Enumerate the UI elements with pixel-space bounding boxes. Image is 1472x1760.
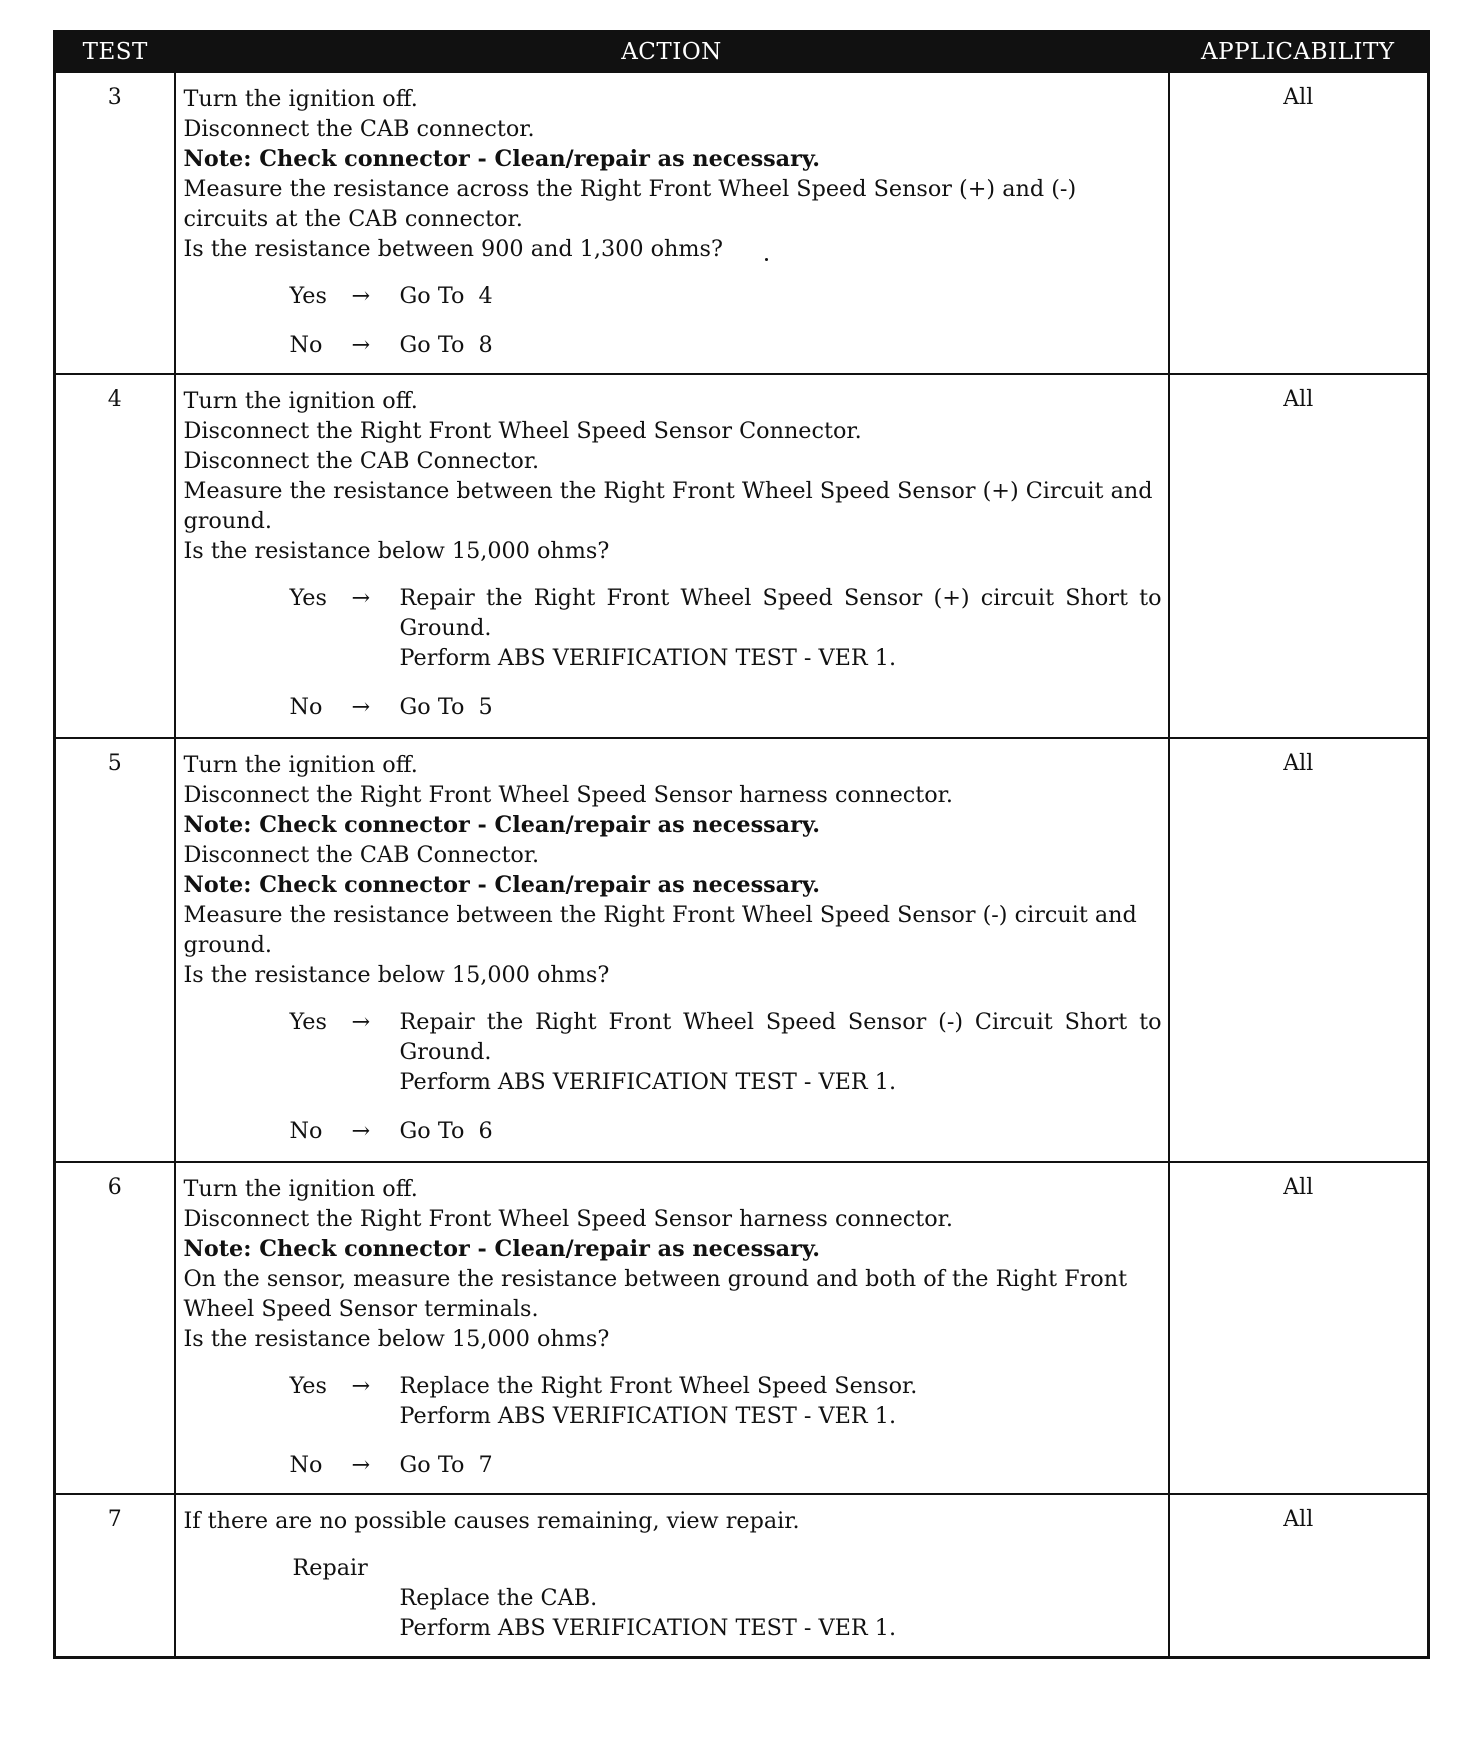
table-header-row (55, 32, 1429, 73)
no-branch (184, 1450, 1162, 1480)
yes-result-line: Repair the Right Front Wheel Speed Sensor (-) Circuit Short to Ground. (399, 1009, 1162, 1065)
action-line: Disconnect the CAB Connector. (183, 448, 540, 474)
note-line: Note: Check connector - Clean/repair as necessary. (183, 146, 821, 172)
no-label: No (289, 1118, 323, 1144)
yes-result-line: Perform ABS VERIFICATION TEST - VER 1. (399, 1069, 897, 1095)
action-line: Disconnect the Right Front Wheel Speed Sensor Connector. (183, 418, 862, 444)
no-result: Go To 6 (399, 1118, 493, 1144)
action-line: Turn the ignition off. (183, 388, 418, 414)
diagnostic-test-table (53, 30, 1430, 1659)
test-number: 3 (55, 72, 175, 374)
repair-step: Perform ABS VERIFICATION TEST - VER 1. (399, 1615, 897, 1641)
yes-branch (184, 583, 1162, 673)
no-label: No (289, 694, 323, 720)
applicability-cell: All (1169, 738, 1429, 1162)
yes-branch (184, 1007, 1162, 1097)
no-branch (184, 1116, 1162, 1146)
test-number: 4 (55, 374, 175, 738)
no-result: Go To 5 (399, 694, 493, 720)
question-line: Is the resistance below 15,000 ohms? (183, 538, 610, 564)
action-line: On the sensor, measure the resistance between ground and both of the Right Front Wheel Speed Sensor terminals. (183, 1266, 1128, 1322)
yes-result-line: Perform ABS VERIFICATION TEST - VER 1. (399, 645, 897, 671)
action-line: Disconnect the Right Front Wheel Speed Sensor harness connector. (183, 782, 953, 808)
arrow-icon: → (351, 1373, 371, 1399)
no-branch (184, 692, 1162, 722)
no-result: Go To 7 (399, 1452, 493, 1478)
diagnostic-table-sheet (53, 30, 1427, 1659)
applicability-cell: All (1169, 1494, 1429, 1657)
arrow-icon: → (351, 585, 371, 611)
action-line: Turn the ignition off. (183, 752, 418, 778)
no-result: Go To 8 (399, 332, 493, 358)
question-line: Is the resistance between 900 and 1,300 ohms? (183, 236, 723, 262)
yes-result-line: Repair the Right Front Wheel Speed Sensor (+) circuit Short to Ground. (399, 585, 1162, 641)
arrow-icon: → (351, 694, 371, 720)
action-line: Disconnect the CAB connector. (183, 116, 535, 142)
arrow-icon: → (351, 1009, 371, 1035)
test-number: 5 (55, 738, 175, 1162)
yes-label: Yes (289, 283, 327, 309)
arrow-icon: → (351, 1118, 371, 1144)
action-line: Measure the resistance between the Right Front Wheel Speed Sensor (+) Circuit and ground. (183, 478, 1153, 534)
table-row (55, 1494, 1429, 1657)
yes-label: Yes (289, 585, 327, 611)
note-line: Note: Check connector - Clean/repair as necessary. (183, 872, 821, 898)
test-number: 6 (55, 1162, 175, 1494)
action-cell (175, 1162, 1169, 1494)
action-line: If there are no possible causes remaining, view repair. (183, 1508, 800, 1534)
action-line: Measure the resistance across the Right Front Wheel Speed Sensor (+) and (-) circuits at the CAB connector. (183, 176, 1077, 232)
header-test: TEST (55, 32, 175, 73)
arrow-icon: → (351, 283, 371, 309)
applicability-cell: All (1169, 1162, 1429, 1494)
action-cell (175, 738, 1169, 1162)
no-label: No (289, 1452, 323, 1478)
yes-result (400, 1007, 1162, 1097)
action-line: Disconnect the CAB Connector. (183, 842, 540, 868)
yes-result-line: Perform ABS VERIFICATION TEST - VER 1. (399, 1403, 897, 1429)
yes-result: Go To 4 (399, 283, 493, 309)
action-line: Turn the ignition off. (183, 1176, 418, 1202)
header-action: ACTION (175, 32, 1169, 73)
note-line: Note: Check connector - Clean/repair as necessary. (183, 812, 821, 838)
table-row (55, 72, 1429, 374)
action-line: Measure the resistance between the Right Front Wheel Speed Sensor (-) circuit and ground. (183, 902, 1137, 958)
header-applicability: APPLICABILITY (1169, 32, 1429, 73)
table-row (55, 374, 1429, 738)
action-cell (175, 374, 1169, 738)
note-line: Note: Check connector - Clean/repair as necessary. (183, 1236, 821, 1262)
question-line: Is the resistance below 15,000 ohms? (183, 1326, 610, 1352)
repair-steps (400, 1583, 1162, 1643)
yes-result (400, 1371, 1162, 1431)
table-row (55, 1162, 1429, 1494)
repair-step: Replace the CAB. (399, 1585, 598, 1611)
table-row (55, 738, 1429, 1162)
repair-label: Repair (292, 1555, 368, 1581)
yes-result (400, 583, 1162, 673)
applicability-cell: All (1169, 374, 1429, 738)
yes-label: Yes (289, 1009, 327, 1035)
action-cell (175, 72, 1169, 374)
yes-branch (184, 1371, 1162, 1431)
scan-speck (765, 258, 768, 261)
repair-block (293, 1553, 1162, 1643)
no-label: No (289, 332, 323, 358)
yes-result-line: Replace the Right Front Wheel Speed Sensor. (399, 1373, 918, 1399)
applicability-cell: All (1169, 72, 1429, 374)
no-branch (184, 330, 1162, 360)
arrow-icon: → (351, 1452, 371, 1478)
action-line: Turn the ignition off. (183, 86, 418, 112)
test-number: 7 (55, 1494, 175, 1657)
yes-label: Yes (289, 1373, 327, 1399)
arrow-icon: → (351, 332, 371, 358)
yes-branch (184, 281, 1162, 311)
action-cell (175, 1494, 1169, 1657)
action-line: Disconnect the Right Front Wheel Speed Sensor harness connector. (183, 1206, 953, 1232)
question-line: Is the resistance below 15,000 ohms? (183, 962, 610, 988)
